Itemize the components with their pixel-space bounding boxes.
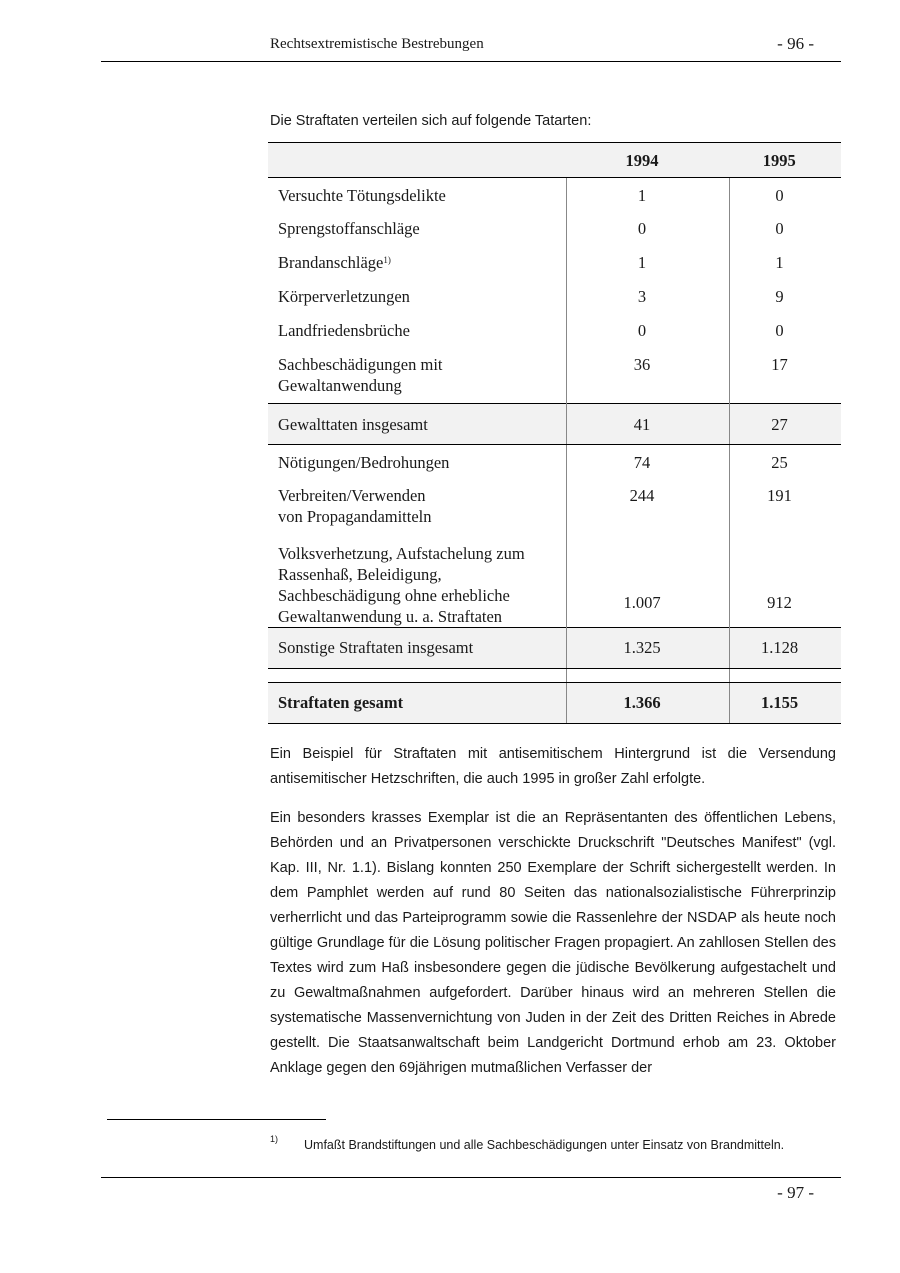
value-1995: 1.128 [730,627,842,668]
value-1995: 9 [775,286,784,306]
table-row [268,535,841,628]
value-1994: 74 [567,445,730,479]
row-label: Sonstige Straftaten insgesamt [268,627,567,668]
value-1995: 0 [775,320,784,340]
spacer-cell [268,668,567,682]
table-row [268,314,841,348]
table-row [268,479,841,535]
value-1994: 41 [567,404,730,445]
value-1994: 36 [567,348,730,404]
value-1994: 0 [567,314,730,348]
row-label: Landfriedensbrüche [268,314,567,348]
running-header-title: Rechtsextremistische Bestrebungen [270,36,484,52]
header-cell-1994: 1994 [567,143,730,178]
row-label: Brandanschläge [278,252,384,272]
table-row [268,348,841,404]
row-label: Gewalttaten insgesamt [268,404,567,445]
footnote-mark: 1) [270,1134,279,1144]
footnote-text: Umfaßt Brandstiftungen und alle Sachbeschädigungen unter Einsatz von Brandmitteln. [304,1138,785,1152]
row-label-line: Volksverhetzung, Aufstachelung zum [278,543,525,563]
crime-statistics-table [268,142,841,724]
header-page-number: - 96 - [777,34,814,53]
row-label: Sprengstoffanschläge [268,212,567,246]
spacer-cell [567,668,730,682]
value-1994: 1.366 [567,682,730,723]
row-label-line: Gewaltanwendung u. a. Straftaten [278,606,503,626]
value-1994: 1.007 [567,535,730,628]
table-row [268,445,841,479]
spacer-cell [730,668,842,682]
table-header-row [268,143,841,178]
row-label-line: Rassenhaß, Beleidigung, [278,564,442,584]
table-row [268,246,841,280]
value-1994: 244 [567,479,730,535]
footer-rule [101,1177,841,1178]
grand-total-row [268,682,841,723]
row-label-line: Verbreiten/Verwenden [278,485,426,505]
value-1995: 0 [775,218,784,238]
row-label-line: von Propagandamitteln [278,506,432,526]
row-label: Versuchte Tötungsdelikte [268,178,567,212]
value-1995: 27 [730,404,842,445]
header-cell-1995: 1995 [730,143,842,178]
row-label-cell [268,535,567,628]
violent-total-row [268,404,841,445]
value-1994: 1 [567,246,730,280]
value-1995: 25 [771,453,788,472]
value-1995: 1 [775,252,784,272]
row-label: Straftaten gesamt [268,682,567,723]
spacer-row [268,668,841,682]
row-label-cell [268,479,567,535]
table-row [268,212,841,246]
row-label: Nötigungen/Bedrohungen [268,445,567,479]
footnote-separator [107,1119,326,1120]
row-label-cell [268,246,567,280]
header-rule [101,61,841,62]
row-label: Körperverletzungen [268,280,567,314]
value-1995: 0 [775,186,784,205]
row-label-cell [268,348,567,404]
row-label-line: Sachbeschädigung ohne erhebliche [278,585,510,605]
body-paragraph: Ein Beispiel für Straftaten mit antisemitischem Hintergrund ist die Versendung antisemitischer Hetzschriften, die auch 1995 in großer Zahl erfolgte. [270,746,836,787]
value-1994: 1.325 [567,627,730,668]
value-1995: 912 [767,592,792,612]
value-1994: 3 [567,280,730,314]
other-total-row [268,627,841,668]
table-intro-text: Die Straftaten verteilen sich auf folgende Tatarten: [270,113,592,129]
body-paragraph: Ein besonders krasses Exemplar ist die an Repräsentanten des öffentlichen Lebens, Behörden und an Privatpersonen verschickte Druckschrift "Deutsches Manifest" (vgl. Kap. III, Nr. 1.1). Bislang konnten 250 Exemplare der Schrift sichergestellt werden. In dem Pamphlet werden auf rund 80 Seiten das nationalsozialistische Führerprinzip verherrlicht und das Parteiprogramm sowie die Rassenlehre der NSDAP als heute noch gültige Grundlage für die Lösung politischer Fragen propagiert. An zahllosen Stellen des Textes wird zum Haß insbesondere gegen die jüdische Bevölkerung aufgestachelt und zu Gewaltmaßnahmen aufgefordert. Darüber hinaus wird an mehreren Stellen die systematische Massenvernichtung von Juden in der Zeit des Dritten Reiches in Abrede gestellt. Die Staatsanwaltschaft beim Landgericht Dortmund erhob am 23. Oktober Anklage gegen den 69jährigen mutmaßlichen Verfasser der [270,810,836,1076]
table-row [268,178,841,212]
row-label-line: Gewaltanwendung [278,375,402,395]
footnote-reference: 1) [383,254,391,265]
value-1994: 0 [567,212,730,246]
row-label-line: Sachbeschädigungen mit [278,354,443,374]
value-1995: 1.155 [730,682,842,723]
header-cell-label [268,143,567,178]
table-row [268,280,841,314]
value-1995: 191 [767,485,792,505]
value-1995: 17 [771,354,788,374]
footer-page-number: - 97 - [777,1183,814,1202]
value-1994: 1 [567,178,730,212]
